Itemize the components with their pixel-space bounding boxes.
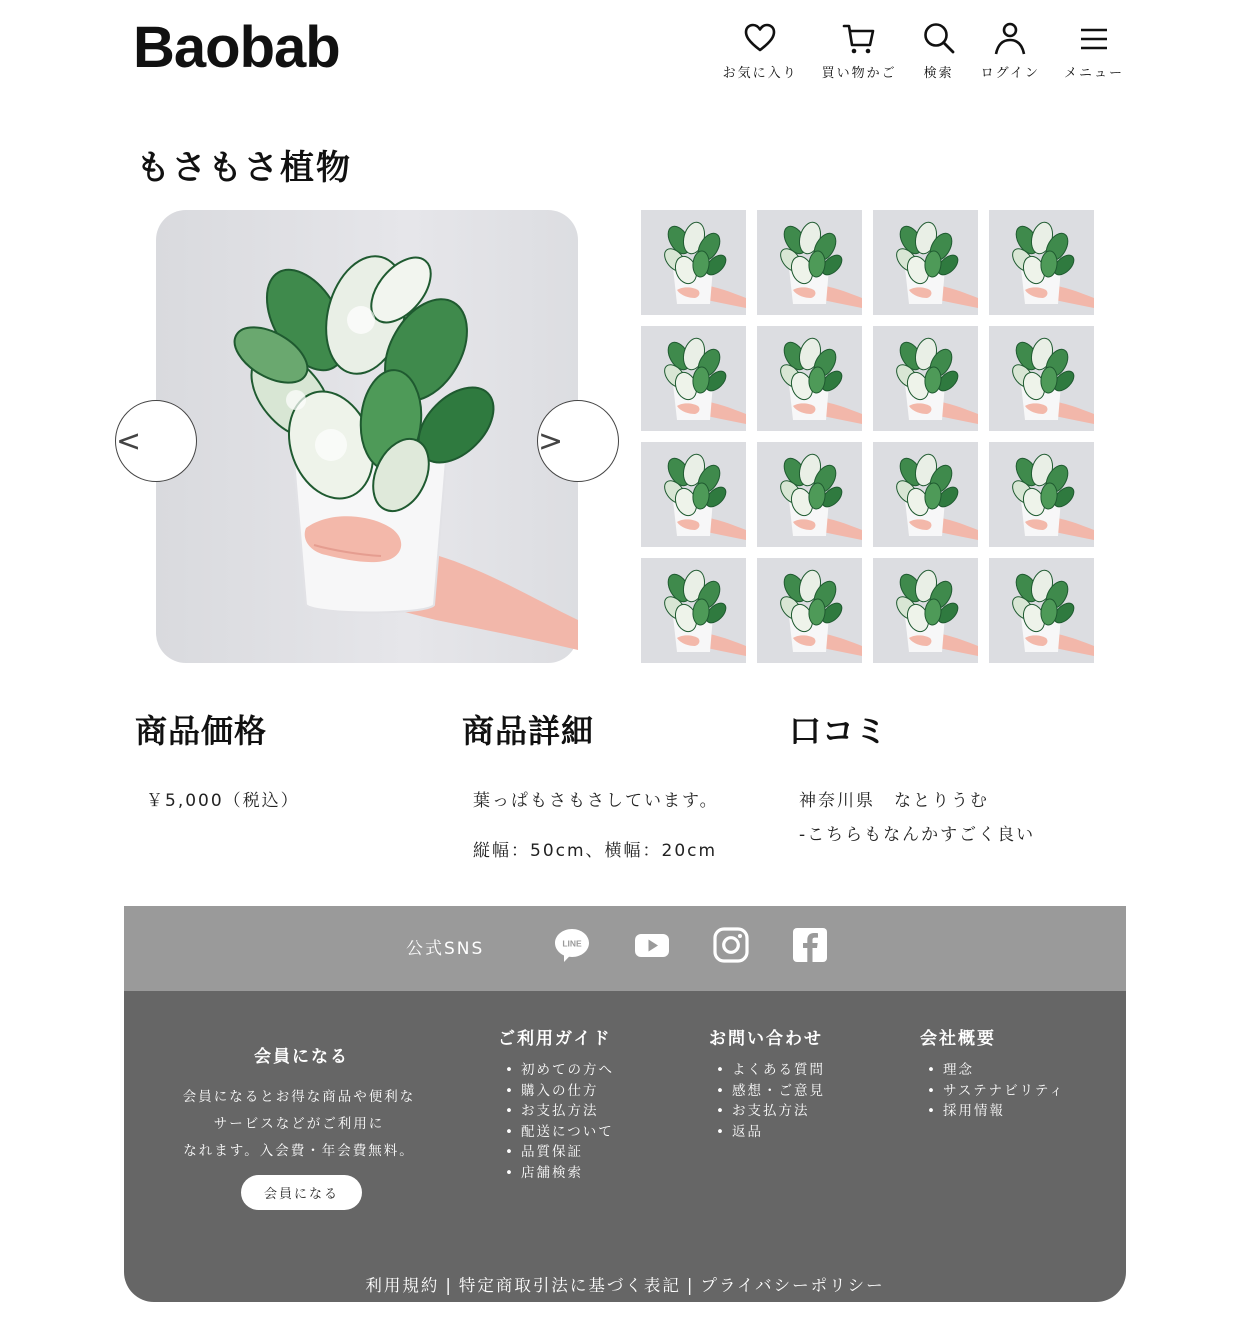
gallery-next-wrap [535, 395, 578, 487]
line-icon[interactable] [553, 926, 591, 964]
thumbnail-image[interactable] [757, 326, 862, 431]
join-member-button[interactable]: 会員になる [241, 1175, 362, 1210]
thumbnail-image[interactable] [989, 326, 1094, 431]
heart-icon [742, 20, 778, 56]
chevron-right-icon: > [538, 423, 564, 459]
gallery-next-button[interactable] [537, 400, 619, 482]
company-link[interactable]: • 理念 [927, 1060, 1065, 1081]
thumbnail-image[interactable] [873, 558, 978, 663]
thumbnail-image[interactable] [641, 326, 746, 431]
contact-link[interactable]: • よくある質問 [716, 1060, 825, 1081]
review-author: 神奈川県 なとりうむ [799, 791, 989, 811]
hamburger-menu-icon [1076, 20, 1112, 56]
instagram-icon[interactable] [712, 926, 750, 964]
thumbnail-grid [641, 210, 1094, 663]
company-heading: 会社概要 [920, 1029, 996, 1049]
product-title: もさもさ植物 [136, 148, 352, 188]
guide-link[interactable]: • 店舗検索 [505, 1163, 614, 1184]
nav-favorites-label: お気に入り [722, 66, 798, 81]
chevron-left-icon: < [116, 423, 142, 459]
guide-link[interactable]: • お支払方法 [505, 1101, 614, 1122]
legal-separator: | [686, 1276, 695, 1295]
contact-list [716, 1060, 825, 1142]
thumbnail-image[interactable] [989, 210, 1094, 315]
thumbnail-image[interactable] [757, 442, 862, 547]
contact-link[interactable]: • 感想・ご意見 [716, 1081, 825, 1102]
thumbnail-image[interactable] [641, 210, 746, 315]
contact-link[interactable]: • お支払方法 [716, 1101, 825, 1122]
nav-cart-label: 買い物かご [821, 66, 897, 81]
nav-login-label: ログイン [980, 66, 1040, 81]
company-link[interactable]: • 採用情報 [927, 1101, 1065, 1122]
guide-heading: ご利用ガイド [498, 1029, 612, 1049]
detail-heading: 商品詳細 [462, 712, 595, 750]
thumbnail-image[interactable] [989, 442, 1094, 547]
detail-description: 葉っぱもさもさしています。 [473, 791, 719, 811]
guide-link[interactable]: • 品質保証 [505, 1142, 614, 1163]
nav-menu-label: メニュー [1063, 66, 1124, 81]
privacy-link[interactable]: プライバシーポリシー [700, 1276, 885, 1295]
sns-label: 公式SNS [406, 939, 485, 959]
thumbnail-image[interactable] [757, 210, 862, 315]
price-value: ￥5,000（税込） [146, 791, 300, 811]
member-text-line: サービスなどがご利用に [213, 1116, 385, 1132]
search-icon [921, 20, 957, 56]
nav-search-label: 検索 [923, 66, 954, 81]
user-icon [992, 20, 1028, 56]
company-link[interactable]: • サステナビリティ [927, 1081, 1065, 1102]
line-icon-text: LINE [562, 938, 582, 949]
thumbnail-image[interactable] [873, 210, 978, 315]
main-product-image [156, 210, 578, 663]
thumbnail-image[interactable] [873, 442, 978, 547]
contact-link[interactable]: • 返品 [716, 1122, 825, 1143]
site-logo[interactable]: Baobab [133, 15, 340, 80]
member-description [164, 1084, 434, 1165]
guide-link[interactable]: • 初めての方へ [505, 1060, 614, 1081]
header-nav [699, 20, 1124, 81]
guide-link[interactable]: • 配送について [505, 1122, 614, 1143]
thumbnail-image[interactable] [641, 442, 746, 547]
guide-link[interactable]: • 購入の仕方 [505, 1081, 614, 1102]
nav-cart[interactable] [822, 20, 897, 81]
terms-link[interactable]: 利用規約 [365, 1276, 440, 1295]
price-heading: 商品価格 [135, 712, 268, 750]
reviews-heading: 口コミ [789, 712, 889, 750]
cart-icon [841, 20, 877, 56]
member-text-line: 会員になるとお得な商品や便利な [182, 1089, 416, 1105]
site-footer [124, 906, 1126, 1302]
thumbnail-image[interactable] [989, 558, 1094, 663]
gallery-prev-button[interactable] [115, 400, 197, 482]
member-heading: 会員になる [254, 1047, 349, 1067]
member-text-line: なれます。入会費・年会費無料。 [183, 1143, 415, 1159]
review-comment: -こちらもなんかすごく良い [799, 825, 1036, 845]
tokushoho-link[interactable]: 特定商取引法に基づく表記 [458, 1276, 681, 1295]
facebook-icon[interactable] [791, 926, 829, 964]
legal-separator: | [445, 1276, 453, 1295]
plant-photo [156, 210, 578, 663]
gallery-prev-wrap [116, 395, 201, 487]
nav-favorites[interactable] [723, 20, 798, 81]
youtube-icon[interactable] [633, 926, 671, 964]
nav-login[interactable] [981, 20, 1040, 81]
legal-links [124, 1272, 1126, 1296]
thumbnail-image[interactable] [641, 558, 746, 663]
thumbnail-image[interactable] [873, 326, 978, 431]
company-list [927, 1060, 1065, 1122]
nav-search[interactable] [921, 20, 957, 81]
guide-list [505, 1060, 614, 1184]
sns-bar [124, 906, 1126, 991]
contact-heading: お問い合わせ [709, 1029, 823, 1049]
detail-size: 縦幅：50cm、横幅：20cm [473, 841, 718, 861]
thumbnail-image[interactable] [757, 558, 862, 663]
nav-menu[interactable] [1064, 20, 1124, 81]
